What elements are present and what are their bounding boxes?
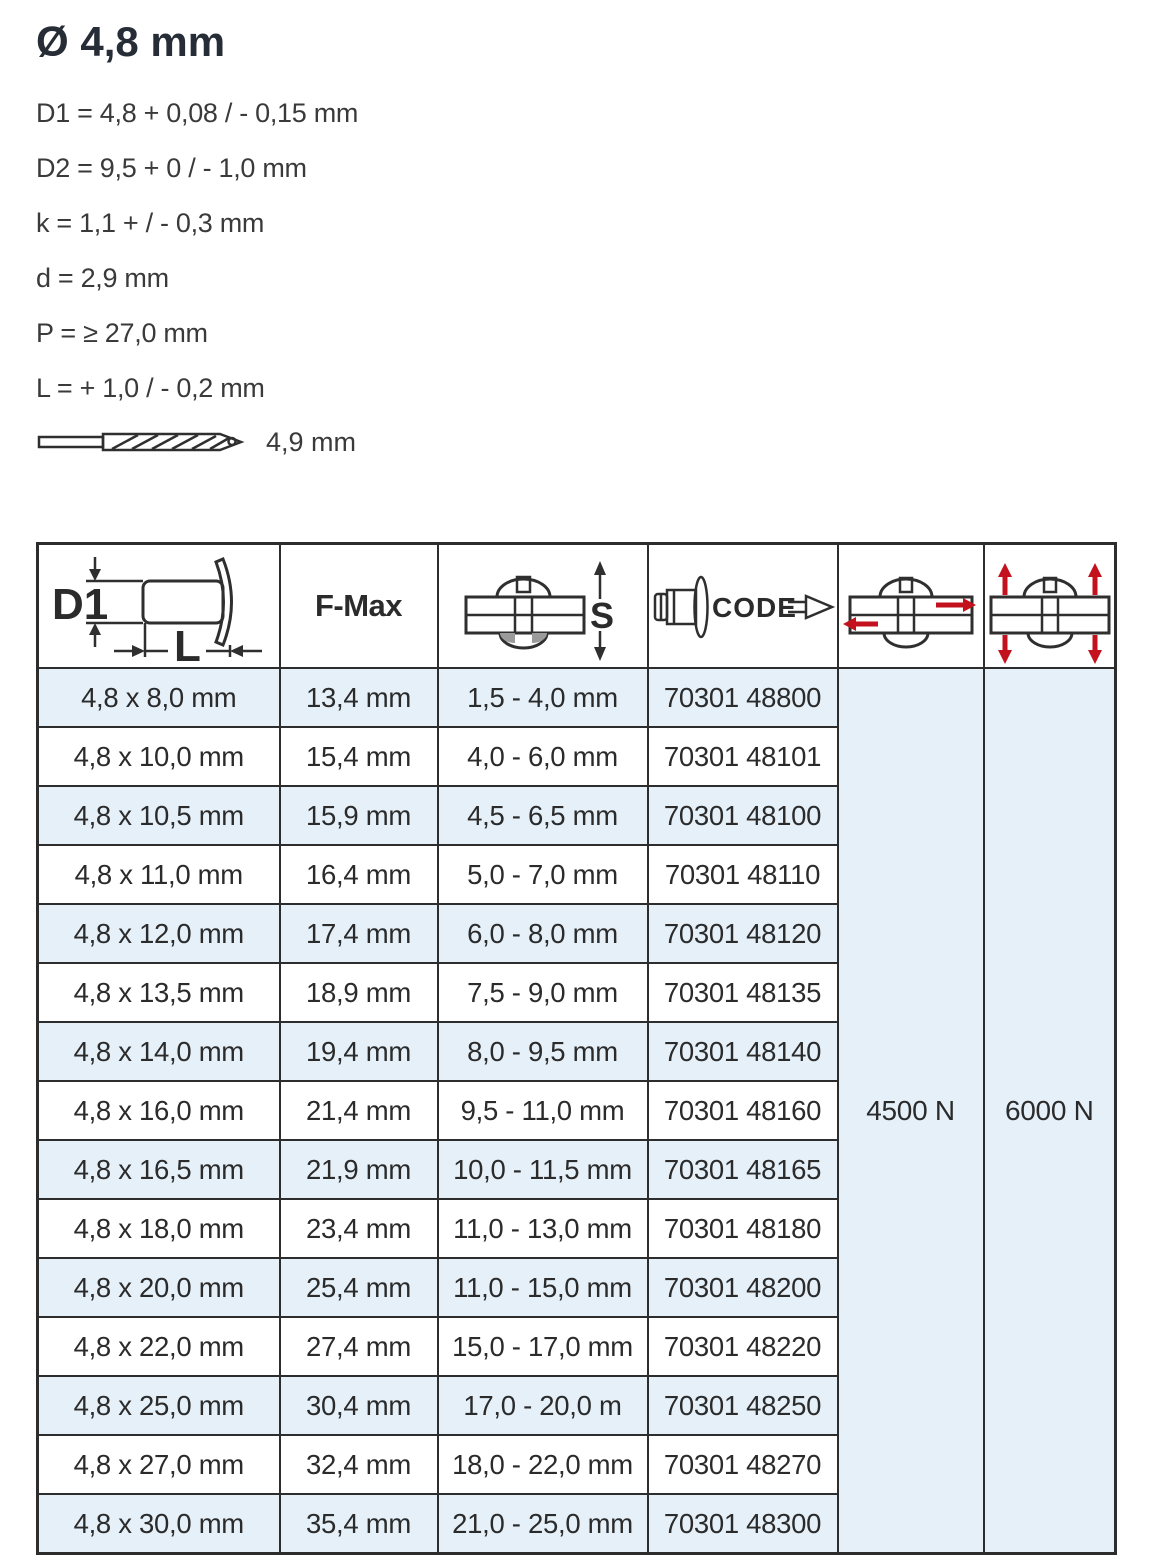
- grip-range-cell: 4,5 - 6,5 mm: [438, 786, 648, 845]
- article-code-cell: 70301 48300: [648, 1494, 838, 1554]
- article-code-cell: 70301 48165: [648, 1140, 838, 1199]
- f-max-cell: 21,9 mm: [280, 1140, 438, 1199]
- rivet-size-cell: 4,8 x 25,0 mm: [38, 1376, 280, 1435]
- spec-line-d2: D2 = 9,5 + 0 / - 1,0 mm: [36, 153, 307, 183]
- rivet-size-cell: 4,8 x 8,0 mm: [38, 668, 280, 727]
- drill-size-label: 4,9 mm: [266, 426, 357, 457]
- code-label: CODE: [711, 592, 797, 623]
- spec-line-p: P = ≥ 27,0 mm: [36, 318, 208, 348]
- grip-range-cell: 17,0 - 20,0 m: [438, 1376, 648, 1435]
- grip-s-label: S: [589, 595, 614, 636]
- l-dimension-label: L: [173, 622, 201, 665]
- f-max-cell: 32,4 mm: [280, 1435, 438, 1494]
- rivet-size-cell: 4,8 x 14,0 mm: [38, 1022, 280, 1081]
- f-max-cell: 23,4 mm: [280, 1199, 438, 1258]
- spec-line-d: d = 2,9 mm: [36, 263, 169, 293]
- rivet-spec-table: [36, 542, 1117, 1555]
- table-row: [38, 668, 1116, 727]
- grip-range-diagram: [440, 547, 646, 665]
- f-max-cell: 19,4 mm: [280, 1022, 438, 1081]
- rivet-size-cell: 4,8 x 10,0 mm: [38, 727, 280, 786]
- grip-range-cell: 21,0 - 25,0 mm: [438, 1494, 648, 1554]
- spec-header: [36, 18, 1160, 466]
- rivet-size-cell: 4,8 x 16,0 mm: [38, 1081, 280, 1140]
- article-code-cell: 70301 48200: [648, 1258, 838, 1317]
- grip-range-cell: 6,0 - 8,0 mm: [438, 904, 648, 963]
- article-code-cell: 70301 48180: [648, 1199, 838, 1258]
- rivet-code-diagram: [650, 547, 836, 665]
- grip-range-cell: 10,0 - 11,5 mm: [438, 1140, 648, 1199]
- drill-bit-icon: [36, 429, 248, 455]
- col-header-fmax: [280, 544, 438, 669]
- f-max-cell: 21,4 mm: [280, 1081, 438, 1140]
- f-max-cell: 30,4 mm: [280, 1376, 438, 1435]
- tensile-strength-diagram: [985, 547, 1114, 665]
- rivet-size-cell: 4,8 x 12,0 mm: [38, 904, 280, 963]
- shear-strength-diagram: [840, 547, 981, 665]
- article-code-cell: 70301 48135: [648, 963, 838, 1022]
- rivet-size-cell: 4,8 x 30,0 mm: [38, 1494, 280, 1554]
- f-max-cell: 25,4 mm: [280, 1258, 438, 1317]
- f-max-cell: 13,4 mm: [280, 668, 438, 727]
- page-title: Ø 4,8 mm: [36, 18, 226, 65]
- f-max-cell: 17,4 mm: [280, 904, 438, 963]
- article-code-cell: 70301 48800: [648, 668, 838, 727]
- spec-line-l: L = + 1,0 / - 0,2 mm: [36, 373, 265, 403]
- f-max-cell: 16,4 mm: [280, 845, 438, 904]
- grip-range-cell: 8,0 - 9,5 mm: [438, 1022, 648, 1081]
- article-code-cell: 70301 48100: [648, 786, 838, 845]
- rivet-dimension-diagram: [40, 547, 278, 665]
- col-header-tensile: [984, 544, 1116, 669]
- f-max-cell: 35,4 mm: [280, 1494, 438, 1554]
- article-code-cell: 70301 48160: [648, 1081, 838, 1140]
- grip-range-cell: 9,5 - 11,0 mm: [438, 1081, 648, 1140]
- f-max-cell: 18,9 mm: [280, 963, 438, 1022]
- grip-range-cell: 11,0 - 13,0 mm: [438, 1199, 648, 1258]
- article-code-cell: 70301 48250: [648, 1376, 838, 1435]
- article-code-cell: 70301 48101: [648, 727, 838, 786]
- grip-range-cell: 11,0 - 15,0 mm: [438, 1258, 648, 1317]
- grip-range-cell: 15,0 - 17,0 mm: [438, 1317, 648, 1376]
- col-header-shear: [838, 544, 984, 669]
- grip-range-cell: 1,5 - 4,0 mm: [438, 668, 648, 727]
- rivet-size-cell: 4,8 x 11,0 mm: [38, 845, 280, 904]
- f-max-label: F-Max: [314, 588, 403, 623]
- article-code-cell: 70301 48140: [648, 1022, 838, 1081]
- rivet-size-cell: 4,8 x 22,0 mm: [38, 1317, 280, 1376]
- drill-size-row: [36, 418, 1160, 466]
- f-max-cell: 27,4 mm: [280, 1317, 438, 1376]
- article-code-cell: 70301 48220: [648, 1317, 838, 1376]
- rivet-size-cell: 4,8 x 10,5 mm: [38, 786, 280, 845]
- article-code-cell: 70301 48270: [648, 1435, 838, 1494]
- rivet-size-cell: 4,8 x 16,5 mm: [38, 1140, 280, 1199]
- article-code-cell: 70301 48120: [648, 904, 838, 963]
- col-header-code: [648, 544, 838, 669]
- spec-line-d1: D1 = 4,8 + 0,08 / - 0,15 mm: [36, 98, 359, 128]
- rivet-size-cell: 4,8 x 13,5 mm: [38, 963, 280, 1022]
- d1-dimension-label: D1: [51, 580, 108, 629]
- rivet-size-cell: 4,8 x 18,0 mm: [38, 1199, 280, 1258]
- f-max-cell: 15,9 mm: [280, 786, 438, 845]
- grip-range-cell: 7,5 - 9,0 mm: [438, 963, 648, 1022]
- rivet-size-cell: 4,8 x 20,0 mm: [38, 1258, 280, 1317]
- f-max-cell: 15,4 mm: [280, 727, 438, 786]
- spec-line-k: k = 1,1 + / - 0,3 mm: [36, 208, 265, 238]
- col-header-grip: [438, 544, 648, 669]
- tensile-strength-value: 6000 N: [984, 668, 1116, 1554]
- grip-range-cell: 4,0 - 6,0 mm: [438, 727, 648, 786]
- shear-strength-value: 4500 N: [838, 668, 984, 1554]
- article-code-cell: 70301 48110: [648, 845, 838, 904]
- col-header-dimension: [38, 544, 280, 669]
- table-header-row: [38, 544, 1116, 669]
- grip-range-cell: 18,0 - 22,0 mm: [438, 1435, 648, 1494]
- grip-range-cell: 5,0 - 7,0 mm: [438, 845, 648, 904]
- rivet-size-cell: 4,8 x 27,0 mm: [38, 1435, 280, 1494]
